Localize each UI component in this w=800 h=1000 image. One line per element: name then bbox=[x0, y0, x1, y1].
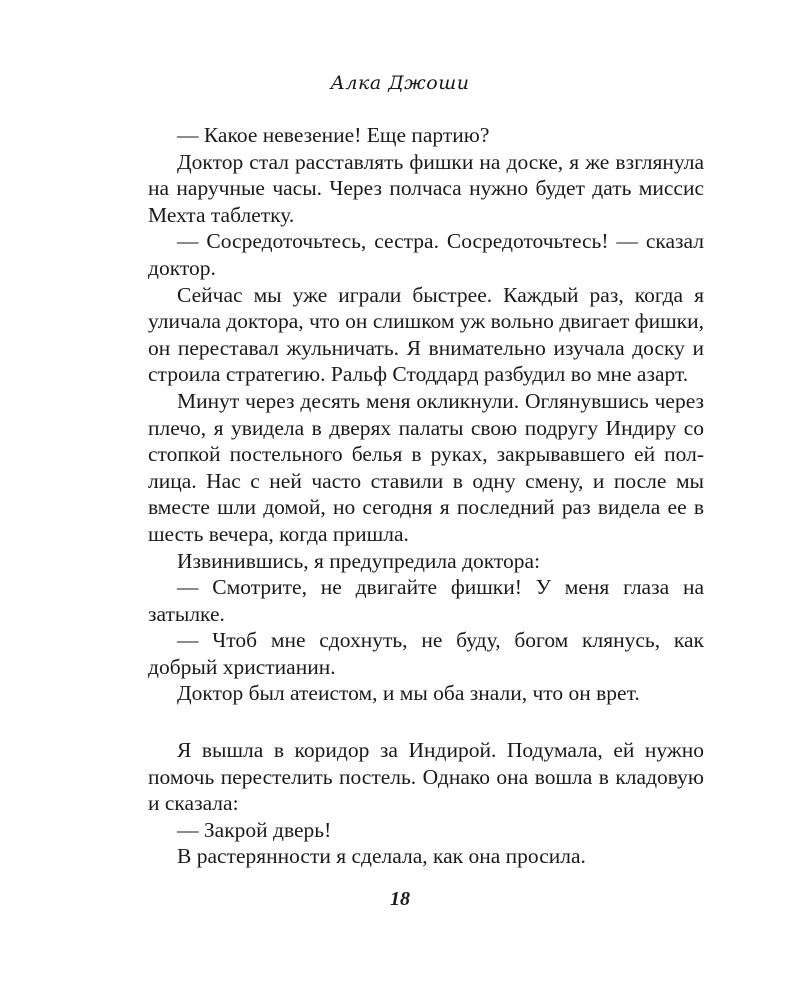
paragraph: Я вышла в коридор за Индирой. Подумала, ей нужно помочь перестелить постель. Однако она вошла в кладовую и сказала: bbox=[148, 738, 704, 816]
paragraph: Минут через десять меня окликнули. Оглянувшись через плечо, я увидела в дверях палаты свою подругу Индиру со стопкой постельного белья в руках, закрывавшего ей пол-лица. Нас с ней часто ставили в одну смену, и после мы вместе шли домой, но сегодня я последний раз видела ее в шесть вечера, когда пришла. bbox=[148, 388, 704, 546]
page-number: 18 bbox=[390, 888, 410, 910]
paragraph: В растерянности я сделала, как она просила. bbox=[177, 844, 586, 869]
paragraph: — Смотрите, не двигайте фишки! У меня глаза на затылке. bbox=[148, 575, 704, 626]
paragraph: Извинившись, я предупредила доктора: bbox=[177, 548, 541, 573]
paragraph: Доктор стал расставлять фишки на доске, я же взглянула на наручные часы. Через полчаса нужно будет дать миссис Мехта таблетку. bbox=[148, 149, 704, 227]
section-break bbox=[148, 707, 704, 737]
paragraph: — Чтоб мне сдохнуть, не буду, богом клянусь, как добрый христианин. bbox=[148, 628, 704, 679]
paragraph: — Закрой дверь! bbox=[177, 817, 332, 842]
paragraph: Доктор был атеистом, и мы оба знали, что он врет. bbox=[177, 681, 640, 706]
running-head: Алка Джоши bbox=[330, 72, 470, 94]
paragraph: — Сосредоточьтесь, сестра. Сосредоточьтесь! — сказал доктор. bbox=[148, 229, 704, 280]
body-text bbox=[148, 122, 704, 870]
paragraph: — Какое невезение! Еще партию? bbox=[177, 123, 490, 147]
paragraph: Сейчас мы уже играли быстрее. Каждый раз, когда я уличала доктора, что он слишком уж вольно двигает фишки, он переставал жульничать. Я внимательно изучала доску и строила стратегию. Ральф Стоддард разбудил во мне азарт. bbox=[148, 282, 704, 387]
